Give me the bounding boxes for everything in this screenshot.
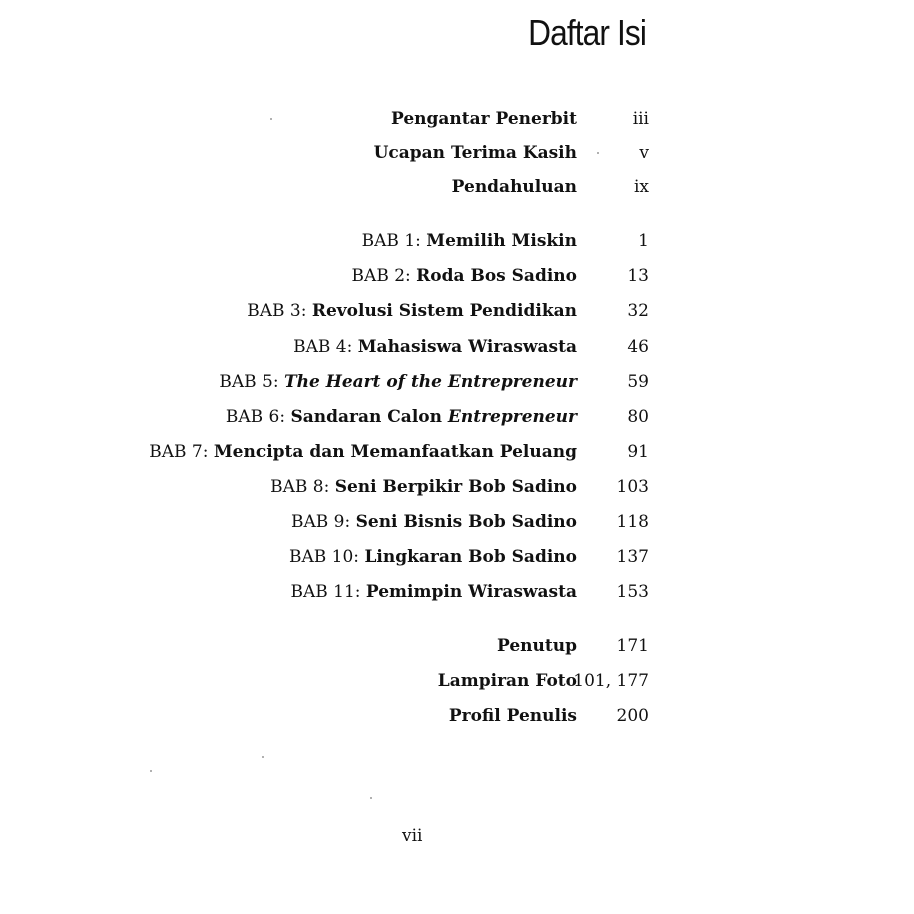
toc-row-chapter <box>0 547 914 571</box>
chapter-prefix: BAB 10: <box>289 547 365 567</box>
toc-entry <box>291 512 577 532</box>
toc-row-back-matter <box>0 636 914 660</box>
scan-speck <box>270 118 272 120</box>
toc-row-chapter <box>0 442 914 466</box>
toc-page-number: 1 <box>638 231 649 251</box>
chapter-title-italic: Entrepreneur <box>447 407 577 427</box>
toc-page-number: 137 <box>616 547 649 567</box>
toc-entry-title: Ucapan Terima Kasih <box>373 143 577 163</box>
chapter-prefix: BAB 7: <box>149 442 214 462</box>
toc-entry <box>293 337 577 357</box>
toc-row-chapter <box>0 372 914 396</box>
toc-row-chapter <box>0 582 914 606</box>
page-title: Daftar Isi <box>528 12 646 53</box>
chapter-title: Mencipta dan Memanfaatkan Peluang <box>213 442 577 462</box>
toc-entry <box>362 231 577 251</box>
toc-page-number: 59 <box>627 372 649 392</box>
toc-page-number: 118 <box>616 512 649 532</box>
chapter-title: Roda Bos Sadino <box>416 266 577 286</box>
toc-page-number: 103 <box>616 477 649 497</box>
toc-page-number: v <box>639 143 649 163</box>
toc-page-number: 80 <box>627 407 649 427</box>
toc-entry <box>270 477 577 497</box>
toc-row-chapter <box>0 337 914 361</box>
toc-entry <box>219 372 577 392</box>
toc-entry <box>149 442 577 462</box>
scan-speck <box>597 152 599 154</box>
toc-entry <box>352 266 577 286</box>
toc-row-chapter <box>0 477 914 501</box>
chapter-title: Seni Bisnis Bob Sadino <box>355 512 577 532</box>
toc-row-chapter <box>0 266 914 290</box>
chapter-prefix: BAB 5: <box>219 372 285 392</box>
toc-row-back-matter <box>0 671 914 695</box>
toc-entry <box>247 301 577 321</box>
toc-page-number: ix <box>633 177 649 197</box>
chapter-title-plain: Sandaran Calon <box>290 407 448 427</box>
chapter-title: Seni Berpikir Bob Sadino <box>334 477 577 497</box>
chapter-title: Revolusi Sistem Pendidikan <box>311 301 577 321</box>
toc-page-number: 32 <box>627 301 649 321</box>
toc-row-chapter <box>0 301 914 325</box>
toc-entry-title: Penutup <box>497 636 577 656</box>
chapter-prefix: BAB 3: <box>247 301 312 321</box>
toc-page-number: 101, 177 <box>573 671 649 691</box>
toc-page-number: 46 <box>627 337 649 357</box>
toc-entry <box>226 407 577 427</box>
toc-row-front-matter <box>0 143 914 167</box>
toc-row-back-matter <box>0 706 914 730</box>
toc-entry-title: Pendahuluan <box>451 177 577 197</box>
scan-speck <box>370 797 372 799</box>
chapter-title <box>284 372 577 392</box>
chapter-title: Pemimpin Wiraswasta <box>365 582 577 602</box>
toc-entry-title: Profil Penulis <box>448 706 577 726</box>
toc-page-number: 171 <box>616 636 649 656</box>
chapter-title <box>290 407 577 427</box>
page-folio: vii <box>402 826 423 846</box>
chapter-prefix: BAB 8: <box>270 477 335 497</box>
toc-page-number: 153 <box>616 582 649 602</box>
toc-entry <box>290 582 577 602</box>
scan-speck <box>150 770 152 772</box>
toc-row-chapter <box>0 407 914 431</box>
chapter-prefix: BAB 11: <box>290 582 366 602</box>
toc-row-front-matter <box>0 109 914 133</box>
chapter-prefix: BAB 1: <box>361 231 427 251</box>
chapter-title-italic: The Heart of the Entrepreneur <box>284 372 577 392</box>
chapter-title: Lingkaran Bob Sadino <box>364 547 577 567</box>
toc-page-number: 200 <box>616 706 649 726</box>
toc-page-number: iii <box>632 109 649 129</box>
scan-speck <box>262 756 264 758</box>
chapter-title: Memilih Miskin <box>426 231 577 251</box>
chapter-prefix: BAB 4: <box>293 337 358 357</box>
toc-row-chapter <box>0 231 914 255</box>
toc-row-front-matter <box>0 177 914 201</box>
chapter-title: Mahasiswa Wiraswasta <box>357 337 577 357</box>
toc-row-chapter <box>0 512 914 536</box>
chapter-prefix: BAB 2: <box>351 266 417 286</box>
toc-entry-title: Lampiran Foto <box>437 671 577 691</box>
toc-page-number: 13 <box>627 266 649 286</box>
toc-page-number: 91 <box>627 442 649 462</box>
chapter-prefix: BAB 9: <box>290 512 356 532</box>
toc-entry <box>289 547 577 567</box>
chapter-prefix: BAB 6: <box>225 407 291 427</box>
toc-entry-title: Pengantar Penerbit <box>391 109 577 129</box>
